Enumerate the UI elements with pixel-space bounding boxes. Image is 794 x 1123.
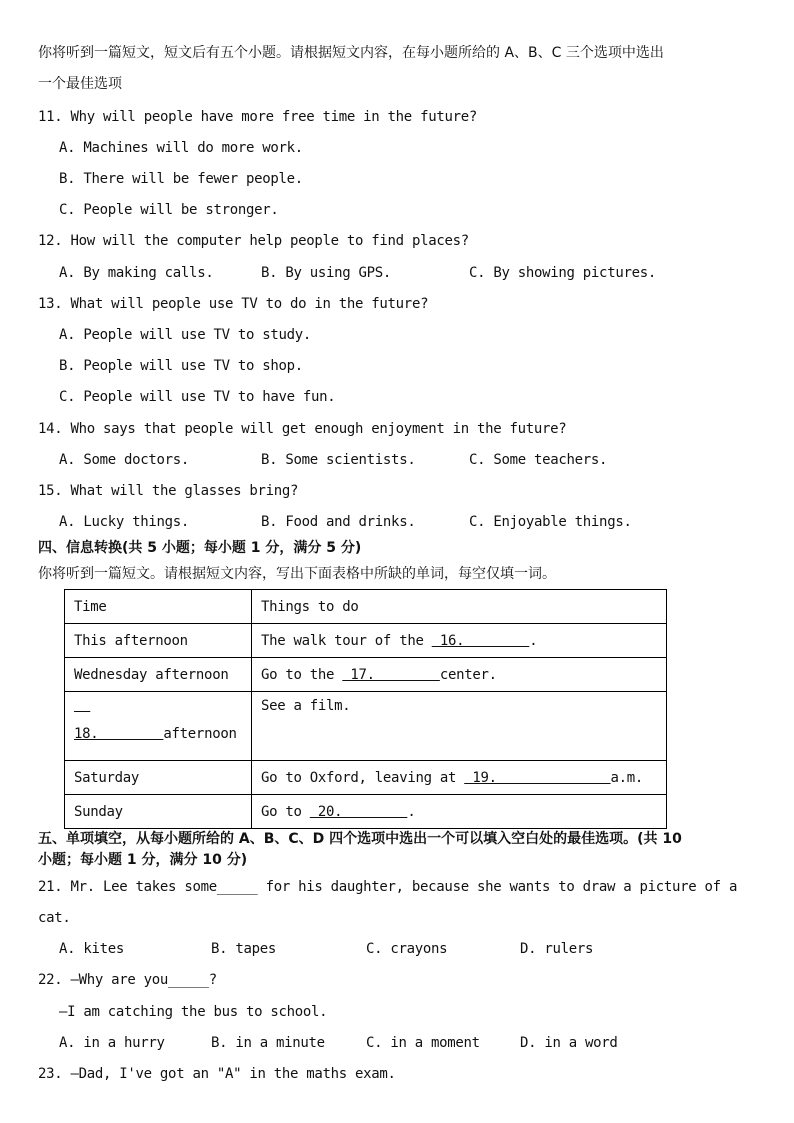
- option-14b: B. Some scientists.: [261, 452, 416, 468]
- option-13c: C. People will use TV to have fun.: [59, 389, 336, 405]
- option-11a: A. Machines will do more work.: [59, 140, 303, 156]
- table-row: [65, 624, 667, 658]
- section3-instruction-line1: 你将听到一篇短文，短文后有五个小题。请根据短文内容，在每小题所给的 A、B、C 三个选项中选出: [38, 45, 664, 61]
- table-cell-time: This afternoon: [65, 624, 252, 658]
- option-15a: A. Lucky things.: [59, 514, 190, 530]
- option-12c: C. By showing pictures.: [469, 265, 656, 281]
- blank-16[interactable]: 16.: [431, 632, 530, 649]
- table-header-things: Things to do: [252, 590, 667, 624]
- question-22-line2: —I am catching the bus to school.: [59, 1004, 328, 1020]
- blank-17[interactable]: 17.: [342, 666, 440, 683]
- question-21-line1: 21. Mr. Lee takes some_____ for his daughter, because she wants to draw a picture of a: [38, 879, 738, 895]
- option-21b: B. tapes: [211, 941, 277, 957]
- section4-instruction: 你将听到一篇短文。请根据短文内容，写出下面表格中所缺的单词，每空仅填一词。: [38, 566, 556, 582]
- option-13b: B. People will use TV to shop.: [59, 358, 303, 374]
- table-cell-time: Wednesday afternoon: [65, 658, 252, 692]
- table-cell-things: See a film.: [252, 692, 667, 761]
- section5-heading-line2: 小题；每小题 1 分，满分 10 分): [38, 852, 248, 868]
- blank-19[interactable]: 19.: [464, 769, 611, 786]
- option-22c: C. in a moment: [366, 1035, 480, 1051]
- option-21c: C. crayons: [366, 941, 448, 957]
- table-cell-things: Go to Oxford, leaving at 19. a.m.: [252, 761, 667, 795]
- question-23-line1: 23. —Dad, I've got an "A" in the maths exam.: [38, 1066, 396, 1082]
- section4-heading: 四、信息转换(共 5 小题；每小题 1 分，满分 5 分): [38, 540, 362, 556]
- question-14: 14. Who says that people will get enough enjoyment in the future?: [38, 421, 567, 437]
- question-21-line2: cat.: [38, 910, 71, 926]
- question-15: 15. What will the glasses bring?: [38, 483, 299, 499]
- section3-instruction-line2: 一个最佳选项: [38, 76, 122, 92]
- table-cell-time: 18. afternoon: [65, 692, 252, 761]
- question-13: 13. What will people use TV to do in the future?: [38, 296, 429, 312]
- option-14c: C. Some teachers.: [469, 452, 608, 468]
- option-21d: D. rulers: [520, 941, 594, 957]
- option-14a: A. Some doctors.: [59, 452, 190, 468]
- option-12a: A. By making calls.: [59, 265, 214, 281]
- option-22a: A. in a hurry: [59, 1035, 165, 1051]
- section5-heading-line1: 五、单项填空，从每小题所给的 A、B、C、D 四个选项中选出一个可以填入空白处的最佳选项。(共 10: [38, 831, 682, 847]
- question-12: 12. How will the computer help people to find places?: [38, 233, 469, 249]
- table-row: [65, 658, 667, 692]
- table-header-row: [65, 590, 667, 624]
- option-21a: A. kites: [59, 941, 125, 957]
- table-row: [65, 795, 667, 829]
- info-table: [64, 589, 667, 829]
- option-11b: B. There will be fewer people.: [59, 171, 303, 187]
- table-header-time: Time: [65, 590, 252, 624]
- table-row: [65, 692, 667, 761]
- blank-18-mark: [74, 698, 90, 714]
- option-15c: C. Enjoyable things.: [469, 514, 632, 530]
- option-22b: B. in a minute: [211, 1035, 325, 1051]
- table-cell-things: The walk tour of the 16. .: [252, 624, 667, 658]
- blank-18[interactable]: 18.: [74, 726, 164, 742]
- table-cell-things: Go to the 17. center.: [252, 658, 667, 692]
- question-11: 11. Why will people have more free time in the future?: [38, 109, 477, 125]
- option-12b: B. By using GPS.: [261, 265, 392, 281]
- table-cell-time: Sunday: [65, 795, 252, 829]
- option-11c: C. People will be stronger.: [59, 202, 279, 218]
- option-22d: D. in a word: [520, 1035, 618, 1051]
- blank-20[interactable]: 20.: [309, 803, 408, 820]
- option-15b: B. Food and drinks.: [261, 514, 416, 530]
- option-13a: A. People will use TV to study.: [59, 327, 311, 343]
- table-row: [65, 761, 667, 795]
- question-22-line1: 22. —Why are you_____?: [38, 972, 217, 988]
- table-cell-things: Go to 20. .: [252, 795, 667, 829]
- table-cell-time: Saturday: [65, 761, 252, 795]
